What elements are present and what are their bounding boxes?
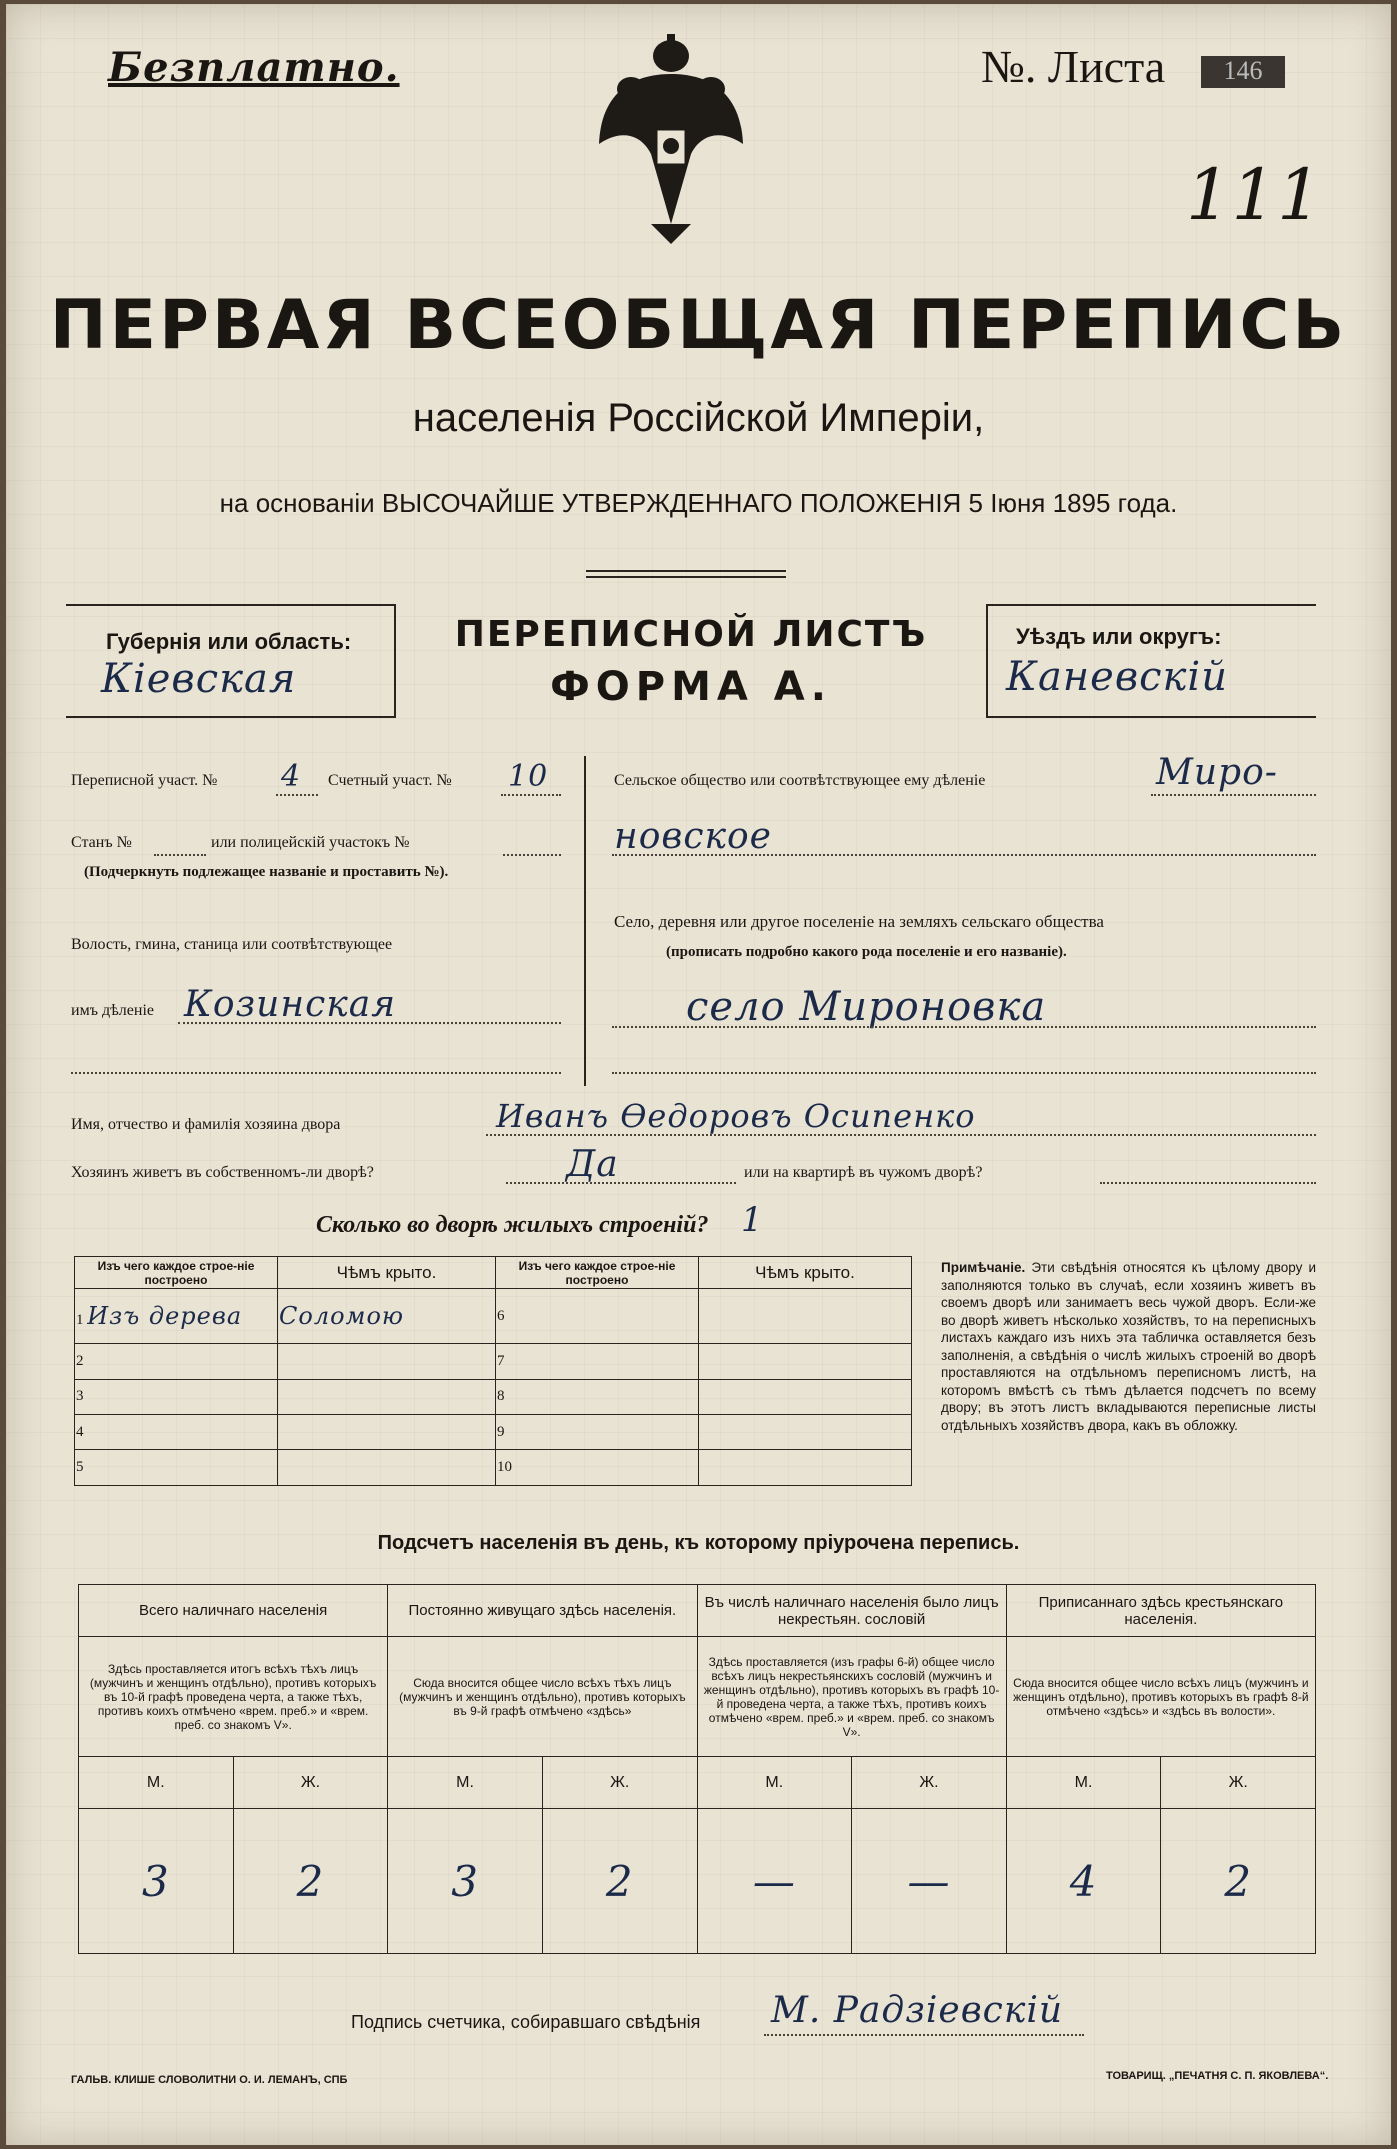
row-number: 2 xyxy=(75,1344,278,1379)
row-number: 8 xyxy=(496,1379,699,1414)
uezd-value: Каневскій xyxy=(1006,654,1228,700)
female-header: Ж. xyxy=(233,1757,388,1809)
delenie-label: имъ дѣленіе xyxy=(71,1002,154,1019)
count-male: 4 xyxy=(1006,1809,1161,1954)
row-number: 9 xyxy=(496,1414,699,1449)
female-header: Ж. xyxy=(852,1757,1007,1809)
imperial-eagle-icon xyxy=(591,34,751,244)
count-female: 2 xyxy=(233,1809,388,1954)
table-row xyxy=(75,1289,912,1344)
note-text: Эти свѣдѣнія относятся къ цѣлому двору и заполняются только въ случаѣ, если хозяинъ живетъ въ своемъ дворѣ или занимаетъ весь чужой дворъ. Если-же во дворѣ живетъ нѣсколько хозяйствъ, то на переписныхъ листахъ каждаго изъ нихъ эта табличка оставляется безъ заполненія, а свѣдѣнія о числѣ жилыхъ строеній во дворѣ проставляются на отдѣльномъ переписномъ листѣ, на которомъ вмѣстѣ съ тѣмъ дѣлается подсчетъ по всему двору; въ этотъ листъ вкладываются переписные листы отдѣльныхъ хозяйствъ двора, какъ въ обложку. xyxy=(941,1260,1316,1433)
subtitle: населенія Россійской Имперіи, xyxy=(412,396,985,440)
sheet-number-label: №. Листа xyxy=(981,41,1166,92)
count-male: 3 xyxy=(79,1809,234,1954)
male-header: М. xyxy=(79,1757,234,1809)
box-rule xyxy=(66,716,396,718)
printer-right: ТОВАРИЩ. „ПЕЧАТНЯ С. П. ЯКОВЛЕВА“. xyxy=(1106,2070,1329,2082)
population-heading: Подсчетъ населенія въ день, къ которому пріурочена перепись. xyxy=(377,1532,1020,1554)
legal-basis: на основаніи ВЫСОЧАЙШЕ УТВЕРЖДЕННАГО ПОЛОЖЕНІЯ 5 Іюня 1895 года. xyxy=(219,488,1178,518)
free-label: Безплатно. xyxy=(108,44,400,91)
selo-value: село Мироновка xyxy=(686,984,1047,1030)
owner-name-value: Иванъ Өедоровъ Осипенко xyxy=(496,1097,976,1135)
gubernia-value: Кіевская xyxy=(101,656,297,702)
col-roof-header: Чѣмъ крыто. xyxy=(278,1257,496,1289)
buildings-value: 1 xyxy=(741,1200,764,1240)
col-description: Сюда вносится общее число всѣхъ тѣхъ лицъ (мужчинъ и женщинъ отдѣльно), противъ которыхъ въ 9-й графѣ отмѣчено «здѣсь» xyxy=(388,1637,697,1757)
rent-label: или на квартирѣ въ чужомъ дворѣ? xyxy=(744,1164,983,1181)
field-dots xyxy=(612,854,1316,856)
row-number: 6 xyxy=(496,1289,699,1344)
count-female: 2 xyxy=(1161,1809,1316,1954)
table-row xyxy=(75,1344,912,1379)
field-dots xyxy=(1151,794,1316,796)
row-number: 7 xyxy=(496,1344,699,1379)
structures-table xyxy=(74,1256,912,1486)
female-header: Ж. xyxy=(542,1757,697,1809)
obshchestvo-value-2: новское xyxy=(614,816,772,857)
col-built-header: Изъ чего каждое строе-ніе построено xyxy=(75,1257,278,1289)
box-rule xyxy=(986,604,988,718)
census-sheet xyxy=(6,4,1391,2145)
col-description: Здѣсь проставляется итогъ всѣхъ тѣхъ лицъ (мужчинъ и женщинъ отдѣльно), противъ которыхъ въ 10-й графѣ проведена черта, а также тѣхъ, противъ коихъ отмѣчено «врем. преб.» и «врем. преб. со знакомъ V». xyxy=(79,1637,388,1757)
built-value: Изъ дерева xyxy=(87,1302,243,1330)
owner-name-label: Имя, отчество и фамилія хозяина двора xyxy=(71,1116,341,1133)
field-dots xyxy=(486,1134,1316,1136)
roof-value: Соломою xyxy=(278,1289,496,1344)
schetny-label: Счетный участ. № xyxy=(328,772,452,789)
field-dots xyxy=(612,1072,1316,1074)
population-table xyxy=(78,1584,1316,1954)
note-heading: Примѣчаніе. xyxy=(941,1260,1026,1275)
table-row xyxy=(75,1450,912,1486)
volost-value: Козинская xyxy=(184,984,397,1025)
own-yard-value: Да xyxy=(566,1144,619,1185)
ornament-divider xyxy=(586,570,786,578)
col-title: Постоянно живущаго здѣсь населенія. xyxy=(388,1585,697,1637)
form-title: ПЕРЕПИСНОЙ ЛИСТЪ xyxy=(454,614,928,655)
field-dots xyxy=(612,1026,1316,1028)
vertical-divider xyxy=(584,756,586,1086)
field-dots xyxy=(178,1022,561,1024)
row-number: 10 xyxy=(496,1450,699,1486)
buildings-label: Сколько во дворѣ жилыхъ строеній? xyxy=(316,1212,709,1238)
field-dots xyxy=(71,1072,561,1074)
field-dots xyxy=(506,1182,736,1184)
male-header: М. xyxy=(388,1757,543,1809)
table-row xyxy=(75,1379,912,1414)
own-yard-label: Хозяинъ живетъ въ собственномъ-ли дворѣ? xyxy=(71,1164,374,1181)
field-dots xyxy=(1100,1182,1316,1184)
count-male: — xyxy=(697,1809,852,1954)
selo-label: Село, деревня или другое поселеніе на земляхъ сельскаго общества xyxy=(614,912,1104,931)
male-header: М. xyxy=(1006,1757,1161,1809)
col-built-header: Изъ чего каждое строе-ніе построено xyxy=(496,1257,699,1289)
field-dots xyxy=(276,794,318,796)
col-description: Сюда вносится общее число всѣхъ лицъ (мужчинъ и женщинъ отдѣльно), противъ которыхъ въ графѣ 8-й отмѣчено «здѣсь» и «здѣсь въ волости». xyxy=(1006,1637,1315,1757)
table-row xyxy=(75,1414,912,1449)
count-female: — xyxy=(852,1809,1007,1954)
field-dots xyxy=(503,854,561,856)
field-dots xyxy=(501,794,561,796)
obshchestvo-value-1: Миро- xyxy=(1156,752,1278,793)
row-number: 5 xyxy=(75,1450,278,1486)
box-rule xyxy=(986,604,1316,606)
field-dots xyxy=(154,854,206,856)
printer-left: ГАЛЬВ. КЛИШЕ СЛОВОЛИТНИ О. И. ЛЕМАНЪ, СПБ xyxy=(71,2074,348,2086)
col-title: Всего наличнаго населенія xyxy=(79,1585,388,1637)
box-rule xyxy=(66,604,396,606)
obshchestvo-label: Сельское общество или соотвѣтствующее ему дѣленіе xyxy=(614,772,986,789)
sheet-number-stamp: 146 xyxy=(1201,56,1285,88)
count-male: 3 xyxy=(388,1809,543,1954)
row-number: 3 xyxy=(75,1379,278,1414)
col-title: Приписаннаго здѣсь крестьянскаго населенія. xyxy=(1006,1585,1315,1637)
underline-note: (Подчеркнуть подлежащее названіе и проставить №). xyxy=(84,864,449,880)
stan-label: Станъ № xyxy=(71,834,132,851)
signature-label: Подпись счетчика, собиравшаго свѣдѣнія xyxy=(351,2012,701,2032)
selo-note: (прописать подробно какого рода поселеніе и его названіе). xyxy=(666,944,1067,960)
count-female: 2 xyxy=(542,1809,697,1954)
female-header: Ж. xyxy=(1161,1757,1316,1809)
field-dots xyxy=(764,2034,1084,2036)
handwritten-page-number: 111 xyxy=(1186,154,1323,236)
police-label: или полицейскій участокъ № xyxy=(211,834,410,851)
uchast-label: Переписной участ. № xyxy=(71,772,218,789)
signature-value: М. Радзіевскій xyxy=(771,1990,1064,2031)
col-title: Въ числѣ наличнаго населенія было лицъ некрестьян. сословій xyxy=(697,1585,1006,1637)
col-description: Здѣсь проставляется (изъ графы 6-й) общее число всѣхъ лицъ некрестьянскихъ сословій (мужчинъ и женщинъ отдѣльно), противъ которыхъ въ графѣ 10-й проведена черта, а также тѣхъ, противъ коихъ отмѣчено «врем. преб.» и «врем. преб. со знакомъ V». xyxy=(697,1637,1006,1757)
box-rule xyxy=(986,716,1316,718)
structures-note xyxy=(941,1259,1316,1434)
row-number: 4 xyxy=(75,1414,278,1449)
col-roof-header: Чѣмъ крыто. xyxy=(699,1257,912,1289)
main-title: ПЕРВАЯ ВСЕОБЩАЯ ПЕРЕПИСЬ xyxy=(49,286,1348,365)
form-subtitle: ФОРМА А. xyxy=(550,664,832,710)
schetny-value: 10 xyxy=(508,759,549,794)
uchast-value: 4 xyxy=(281,759,302,794)
row-number: 1 xyxy=(76,1312,84,1328)
gubernia-label: Губернія или область: xyxy=(106,629,352,654)
uezd-label: Уѣздъ или округъ: xyxy=(1016,624,1222,649)
volost-label: Волость, гмина, станица или соотвѣтствующее xyxy=(71,936,393,953)
male-header: М. xyxy=(697,1757,852,1809)
